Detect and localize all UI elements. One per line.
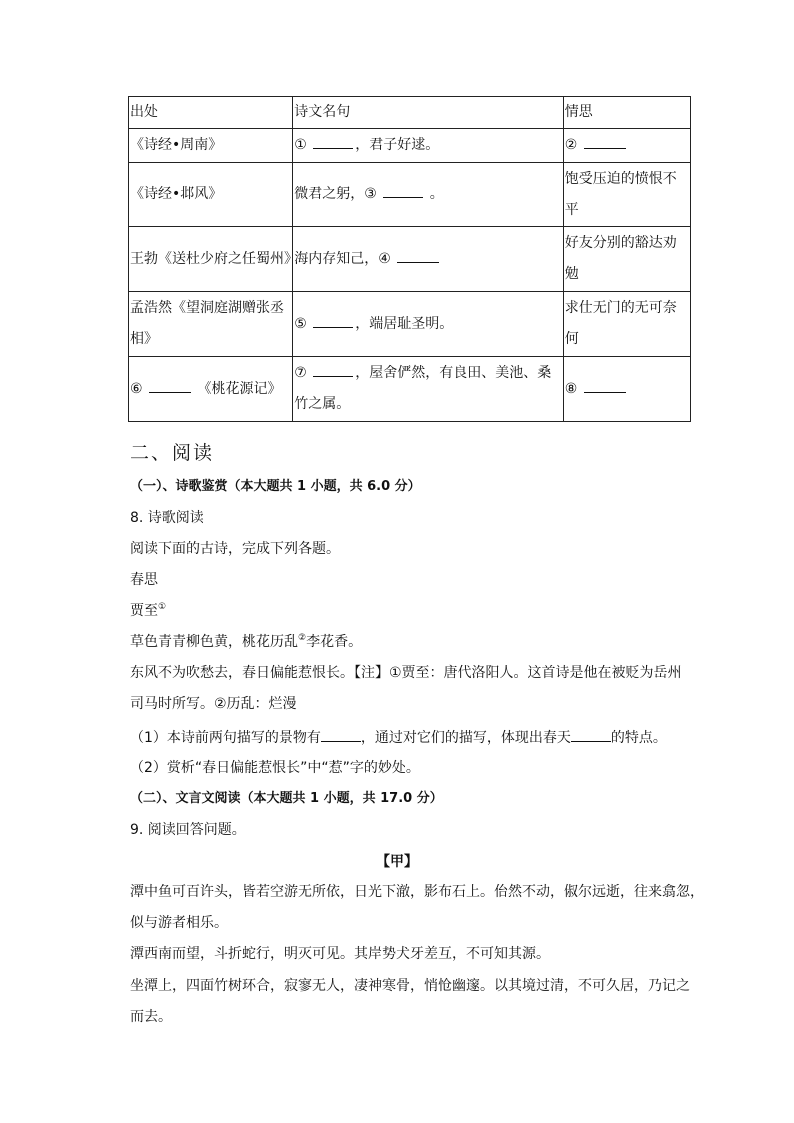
footnote-marker: ② (298, 633, 307, 643)
header-source: 出处 (129, 97, 293, 129)
table-row (129, 163, 691, 227)
row-line: 微君之躬，③ 。 (293, 163, 563, 227)
row-feeling: ② (563, 129, 690, 163)
question-9-title: 9. 阅读回答问题。 (130, 822, 246, 838)
answer-blank[interactable] (321, 727, 361, 742)
row-source: 《诗经•邶风》 (129, 163, 293, 227)
poetry-fill-table (128, 96, 691, 422)
row-source: 孟浩然《望洞庭湖赠张丞相》 (129, 292, 293, 357)
row-line: ① ，君子好逑。 (293, 129, 563, 163)
table-row (129, 292, 691, 357)
answer-blank[interactable] (571, 727, 611, 742)
row-source: 《诗经•周南》 (129, 129, 293, 163)
poem-title: 春思 (130, 572, 158, 588)
passage-jia-heading: 【甲】 (376, 854, 418, 870)
passage-line: 而去。 (130, 1009, 172, 1025)
poem-line: 草色青青柳色黄，桃花历乱②李花香。 (130, 633, 363, 650)
question-8-instruction: 阅读下面的古诗，完成下列各题。 (130, 541, 340, 557)
row-source: ⑥ 《桃花源记》 (129, 357, 293, 422)
fill-blank[interactable] (313, 360, 353, 377)
part2-heading: （二）、文言文阅读（本大题共 1 小题，共 17.0 分） (130, 791, 443, 806)
question-8-2: （2）赏析“春日偏能惹恨长”中“惹”字的妙处。 (130, 760, 420, 776)
row-feeling: ⑧ (563, 357, 690, 422)
row-line: ⑤ ，端居耻圣明。 (293, 292, 563, 357)
fill-blank[interactable] (584, 132, 626, 149)
passage-line: 似与游者相乐。 (130, 915, 228, 931)
header-line: 诗文名句 (293, 97, 563, 129)
passage-line: 潭中鱼可百许头，皆若空游无所依，日光下澈，影布石上。佁然不动，俶尔远逝，往来翕忽， (130, 884, 704, 900)
footnote-marker: ① (158, 602, 167, 612)
question-8-title: 8. 诗歌阅读 (130, 510, 204, 526)
passage-line: 坐潭上，四面竹树环合，寂寥无人，凄神寒骨，悄怆幽邃。以其境过清，不可久居，乃记之 (130, 978, 690, 994)
table-header-row (129, 97, 691, 129)
row-feeling: 好友分别的豁达劝勉 (563, 227, 690, 292)
poem-line: 东风不为吹愁去，春日偏能惹恨长。【注】①贾至：唐代洛阳人。这首诗是他在被贬为岳州 (130, 665, 682, 681)
header-feeling: 情思 (563, 97, 690, 129)
passage-line: 潭西南而望，斗折蛇行，明灭可见。其岸势犬牙差互，不可知其源。 (130, 946, 550, 962)
poem-author: 贾至① (130, 602, 167, 619)
fill-blank[interactable] (383, 181, 423, 198)
row-line: 海内存知己，④ (293, 227, 563, 292)
fill-blank[interactable] (584, 376, 626, 393)
row-feeling: 求仕无门的无可奈何 (563, 292, 690, 357)
table-row (129, 357, 691, 422)
table-row (129, 227, 691, 292)
fill-blank[interactable] (313, 132, 353, 149)
part1-heading: （一）、诗歌鉴赏（本大题共 1 小题，共 6.0 分） (130, 479, 421, 494)
fill-blank[interactable] (313, 311, 353, 328)
fill-blank[interactable] (397, 246, 439, 263)
row-line: ⑦ ，屋舍俨然，有良田、美池、桑竹之属。 (293, 357, 563, 422)
row-feeling: 饱受压迫的愤恨不平 (563, 163, 690, 227)
table-row (129, 129, 691, 163)
section-title: 二、阅读 (130, 442, 215, 464)
poem-note: 司马时所写。②历乱：烂漫 (130, 696, 297, 712)
row-source: 王勃《送杜少府之任蜀州》 (129, 227, 293, 292)
question-8-1: （1）本诗前两句描写的景物有 ，通过对它们的描写，体现出春天 的特点。 (130, 727, 667, 748)
fill-blank[interactable] (149, 376, 191, 393)
